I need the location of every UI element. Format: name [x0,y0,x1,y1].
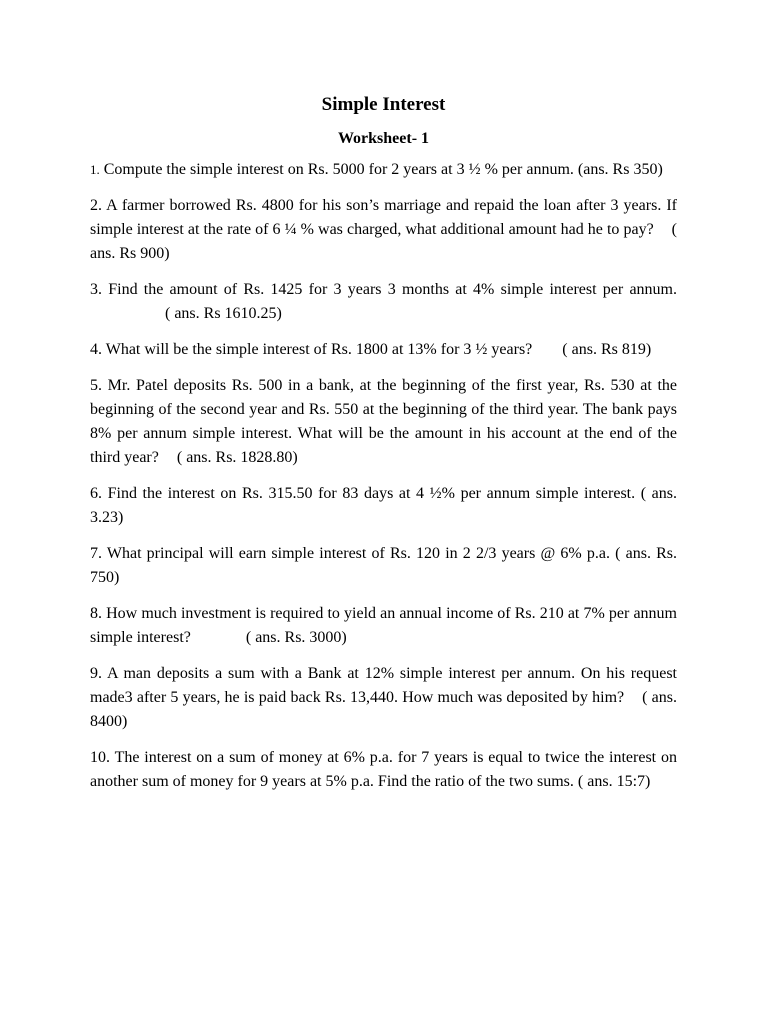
question-number: 7. [90,545,102,562]
question-text: A man deposits a sum with a Bank at 12% simple interest per annum. On his request made3 after 5 years, he is paid back Rs. 13,440. How much was deposited by him? [90,665,677,706]
question-text: What will be the simple interest of Rs. 1800 at 13% for 3 ½ years? [102,341,533,358]
question-answer: ( ans. 8400) [90,689,678,730]
question-text: Mr. Patel deposits Rs. 500 in a bank, at the beginning of the first year, Rs. 530 at the beginning of the second year and Rs. 550 at the beginning of the third year. The bank pays 8% per annum simple interest. What will be the amount in his account at the end of the third year? [90,377,677,466]
question-number: 10. [90,749,110,766]
question-text: How much investment is required to yield an annual income of Rs. 210 at 7% per annum simple interest? [90,605,677,646]
question-8 [90,602,677,650]
question-text: Compute the simple interest on Rs. 5000 for 2 years at 3 ½ % per annum. [99,161,574,178]
question-answer: ( ans. Rs. 750) [90,545,678,586]
question-answer: ( ans. 3.23) [90,485,678,526]
question-number: 3. [90,281,102,298]
question-6 [90,482,677,530]
question-text: The interest on a sum of money at 6% p.a. for 7 years is equal to twice the interest on another sum of money for 9 years at 5% p.a. Find the ratio of the two sums. [90,749,677,790]
question-answer: ( ans. Rs 900) [90,221,677,262]
question-text: What principal will earn simple interest of Rs. 120 in 2 2/3 years @ 6% p.a. [102,545,610,562]
question-7 [90,542,677,590]
question-number: 5. [90,377,102,394]
question-text: Find the amount of Rs. 1425 for 3 years 3 months at 4% simple interest per annum. [102,281,677,298]
page-title: Simple Interest [321,94,446,115]
question-5 [90,374,677,470]
question-4 [90,338,677,362]
question-number: 9. [90,665,102,682]
question-number: 4. [90,341,102,358]
question-3 [90,278,677,326]
question-answer: ( ans. 15:7) [577,773,651,790]
question-number: 2. [90,197,102,214]
question-2 [90,194,677,266]
question-9 [90,662,677,734]
question-10 [90,746,677,794]
question-number: 8. [90,605,102,622]
question-answer: ( ans. Rs. 3000) [245,629,347,646]
question-1 [90,158,677,182]
question-text: A farmer borrowed Rs. 4800 for his son’s marriage and repaid the loan after 3 years. If simple interest at the rate of 6 ¼ % was charged, what additional amount had he to pay? [90,197,677,238]
question-number: 1. [90,162,100,177]
worksheet-subtitle: Worksheet- 1 [337,130,430,147]
question-answer: ( ans. Rs 819) [562,341,652,358]
question-answer: (ans. Rs 350) [577,161,663,178]
question-answer: ( ans. Rs. 1828.80) [176,449,298,466]
question-text: Find the interest on Rs. 315.50 for 83 days at 4 ½% per annum simple interest. [102,485,636,502]
question-number: 6. [90,485,102,502]
question-answer: ( ans. Rs 1610.25) [165,305,282,322]
